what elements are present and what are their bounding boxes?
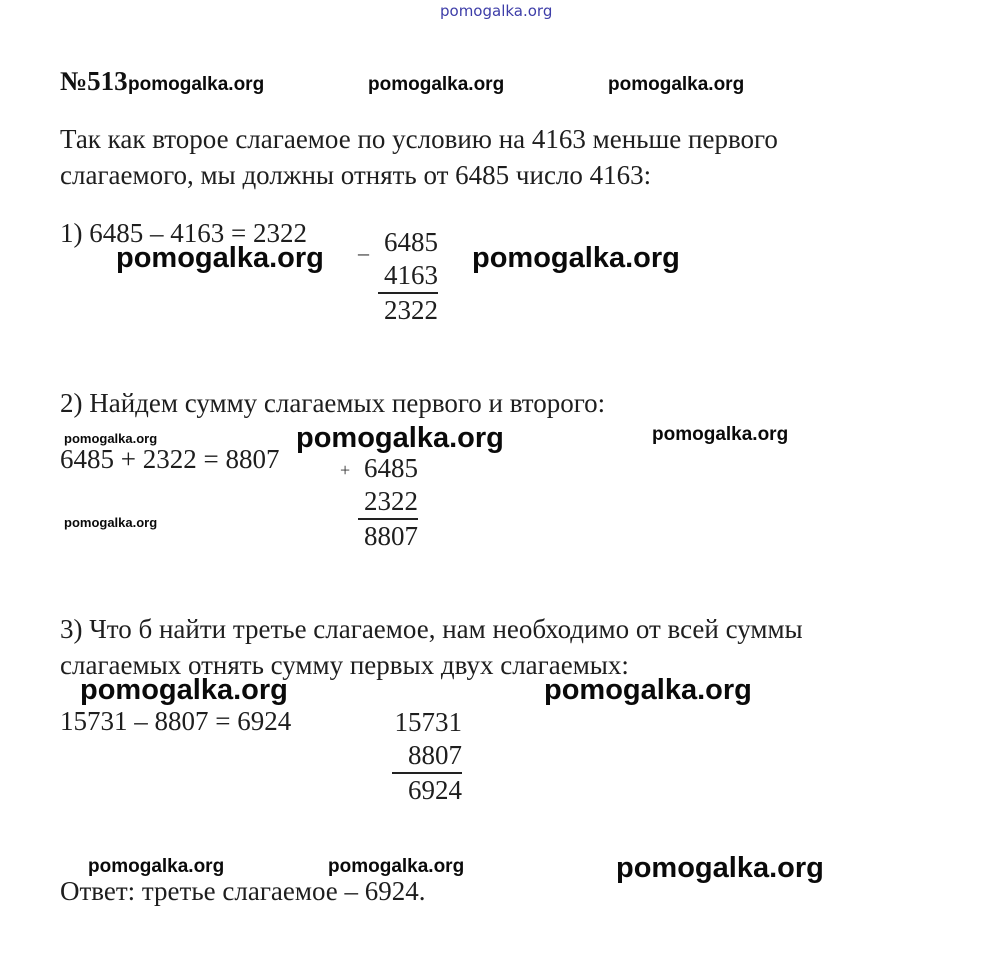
step2-heading: 2) Найдем сумму слагаемых первого и второго: [60,388,606,418]
step3-column-top: 15731 [394,707,462,737]
watermark: pomogalka.org [328,856,465,877]
intro-text-line-2: слагаемого, мы должны отнять от 6485 число 4163: [60,160,652,190]
watermark: pomogalka.org [88,856,225,877]
site-header-link[interactable]: pomogalka.org [440,2,553,20]
watermark: pomogalka.org [80,674,288,706]
watermark: pomogalka.org [368,74,505,95]
step1-operator: – [358,240,369,265]
step2-column-top: 6485 [364,453,418,483]
step3-column-result: 6924 [408,775,462,805]
step3-text-line-1: 3) Что б найти третье слагаемое, нам необходимо от всей суммы [60,614,803,644]
step2-column-result: 8807 [364,521,418,551]
answer-text: Ответ: третье слагаемое – 6924. [60,876,426,906]
watermark: pomogalka.org [64,431,158,446]
intro-text-line-1: Так как второе слагаемое по условию на 4163 меньше первого [60,124,778,154]
watermark: pomogalka.org [296,422,504,454]
watermark: pomogalka.org [544,674,752,706]
step3-equation: 15731 – 8807 = 6924 [60,706,292,736]
step1-equation: 1) 6485 – 4163 = 2322 [60,218,307,248]
watermark: pomogalka.org [472,242,680,274]
step2-column-calc [358,452,418,553]
watermark: pomogalka.org [64,515,158,530]
step2-operator: + [340,460,351,480]
watermark: pomogalka.org [116,242,324,274]
step1-column-top: 6485 [384,227,438,257]
watermark: pomogalka.org [652,424,789,445]
step1-column-bottom: 4163 [378,259,438,294]
task-title: №513 [60,66,128,96]
step2-equation: 6485 + 2322 = 8807 [60,444,280,474]
watermark: pomogalka.org [616,852,824,884]
step3-text-line-2: слагаемых отнять сумму первых двух слагаемых: [60,650,629,680]
step3-column-bottom: 8807 [392,739,462,774]
step3-column-calc [392,706,462,807]
step1-column-calc [378,226,438,327]
step1-column-result: 2322 [384,295,438,325]
watermark: pomogalka.org [608,74,745,95]
step2-column-bottom: 2322 [358,485,418,520]
watermark: pomogalka.org [128,74,265,95]
